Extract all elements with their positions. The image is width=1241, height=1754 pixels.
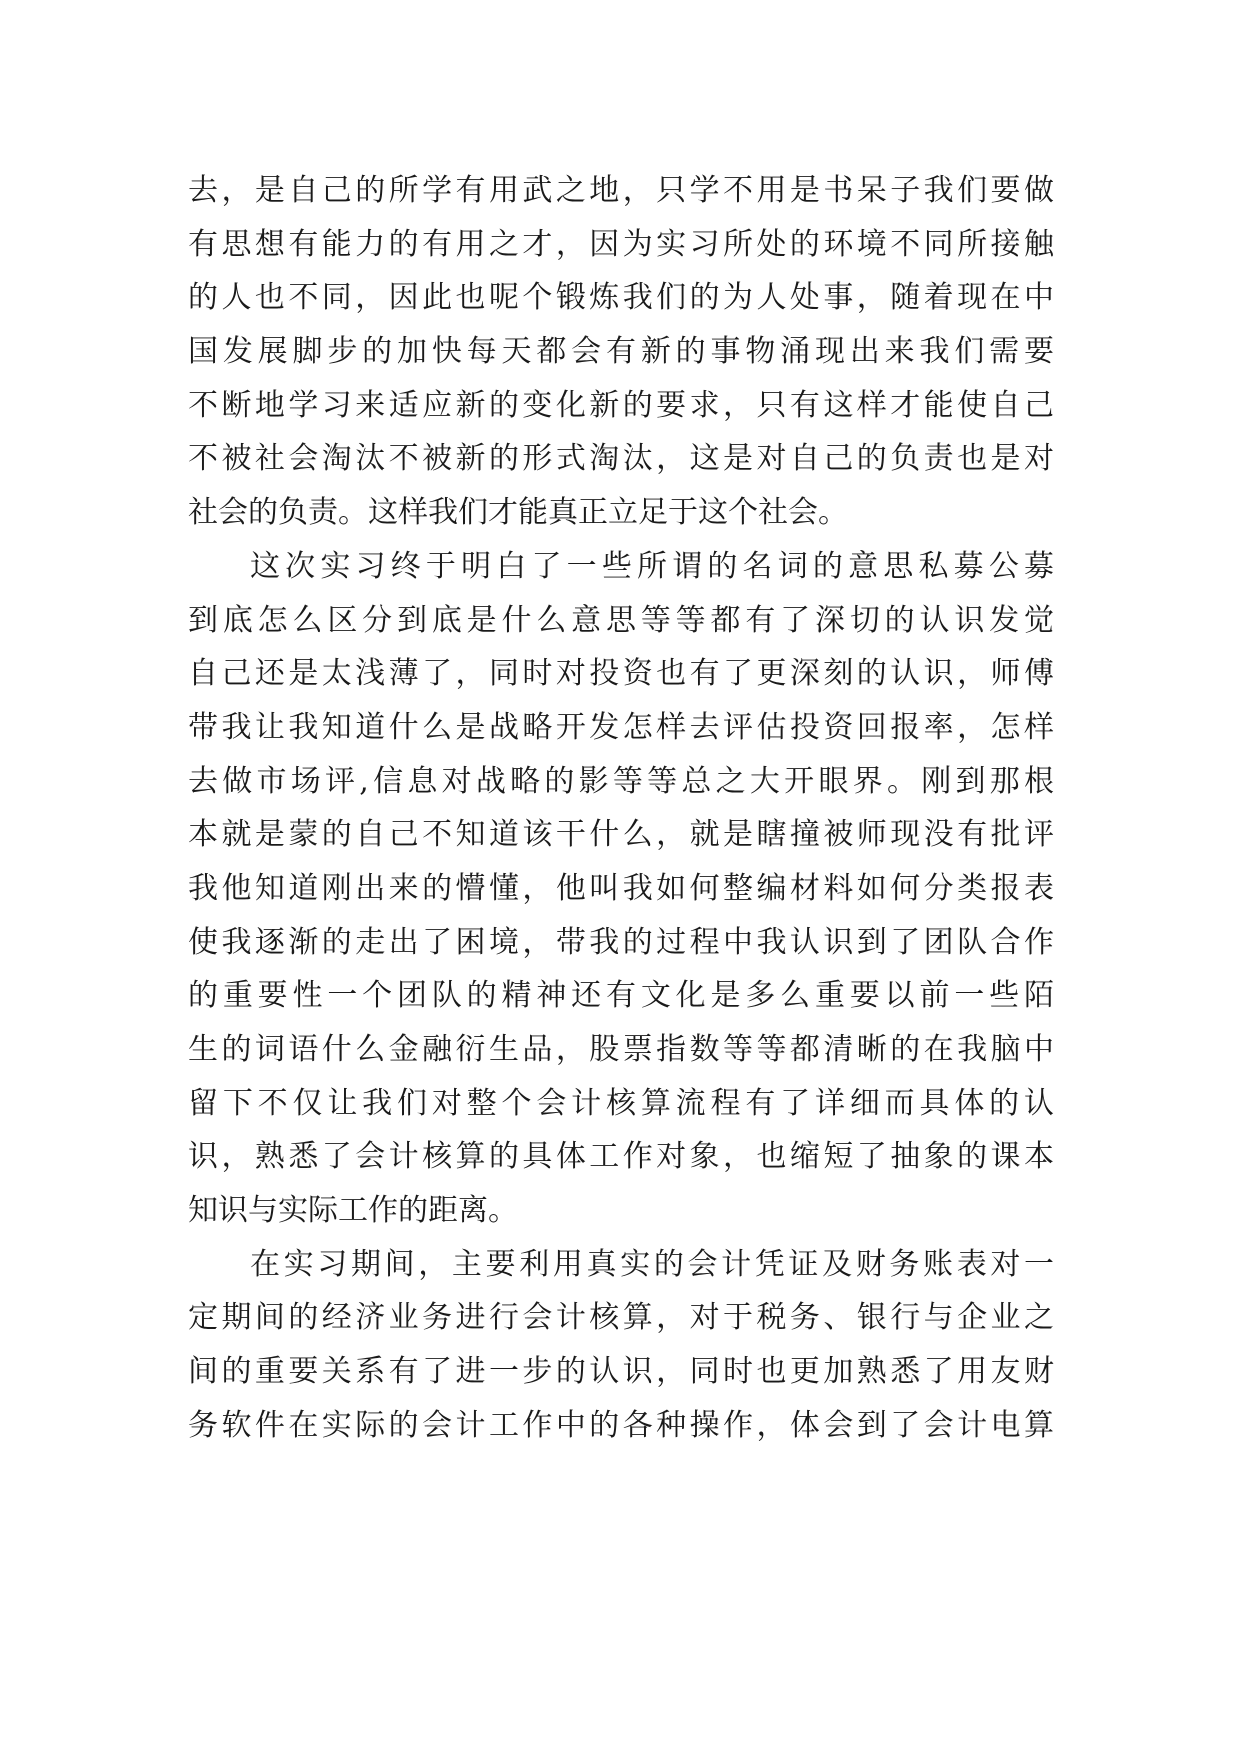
text-line: 务软件在实际的会计工作中的各种操作，体会到了会计电算 xyxy=(188,1407,1054,1443)
text-line: 间的重要关系有了进一步的认识，同时也更加熟悉了用友财 xyxy=(188,1354,1054,1390)
text-line: 有思想有能力的有用之才，因为实习所处的环境不同所接触 xyxy=(188,226,1054,262)
text-line: 的人也不同，因此也呢个锻炼我们的为人处事，随着现在中 xyxy=(188,280,1054,316)
text-line: 使我逐渐的走出了困境，带我的过程中我认识到了团队合作 xyxy=(188,924,1054,960)
text-line: 留下不仅让我们对整个会计核算流程有了详细而具体的认 xyxy=(188,1085,1054,1121)
body-text xyxy=(188,164,1054,1453)
text-line: 社会的负责。这样我们才能真正立足于这个社会。 xyxy=(188,495,848,531)
text-line: 知识与实际工作的距离。 xyxy=(188,1193,518,1229)
text-line: 本就是蒙的自己不知道该干什么，就是瞎撞被师现没有批评 xyxy=(188,817,1054,853)
text-line: 带我让我知道什么是战略开发怎样去评估投资回报率，怎样 xyxy=(188,709,1054,745)
text-line: 定期间的经济业务进行会计核算，对于税务、银行与企业之 xyxy=(188,1300,1054,1336)
text-line: 不断地学习来适应新的变化新的要求，只有这样才能使自己 xyxy=(188,387,1054,423)
paragraph-start-line: 这次实习终于明白了一些所谓的名词的意思私募公募 xyxy=(250,548,1054,584)
text-line: 自己还是太浅薄了，同时对投资也有了更深刻的认识，师傅 xyxy=(188,656,1054,692)
text-line: 不被社会淘汰不被新的形式淘汰，这是对自己的负责也是对 xyxy=(188,441,1054,477)
text-line: 我他知道刚出来的懵懂，他叫我如何整编材料如何分类报表 xyxy=(188,870,1054,906)
paragraph-start-line: 在实习期间，主要利用真实的会计凭证及财务账表对一 xyxy=(250,1246,1054,1282)
text-line: 国发展脚步的加快每天都会有新的事物涌现出来我们需要 xyxy=(188,334,1054,370)
text-line: 到底怎么区分到底是什么意思等等都有了深切的认识发觉 xyxy=(188,602,1054,638)
text-line: 去做市场评,信息对战略的影等等总之大开眼界。刚到那根 xyxy=(188,763,1054,799)
text-line: 的重要性一个团队的精神还有文化是多么重要以前一些陌 xyxy=(188,978,1054,1014)
text-line: 去，是自己的所学有用武之地，只学不用是书呆子我们要做 xyxy=(188,173,1054,208)
text-line: 生的词语什么金融衍生品，股票指数等等都清晰的在我脑中 xyxy=(188,1032,1054,1067)
text-line: 识，熟悉了会计核算的具体工作对象，也缩短了抽象的课本 xyxy=(188,1139,1054,1175)
